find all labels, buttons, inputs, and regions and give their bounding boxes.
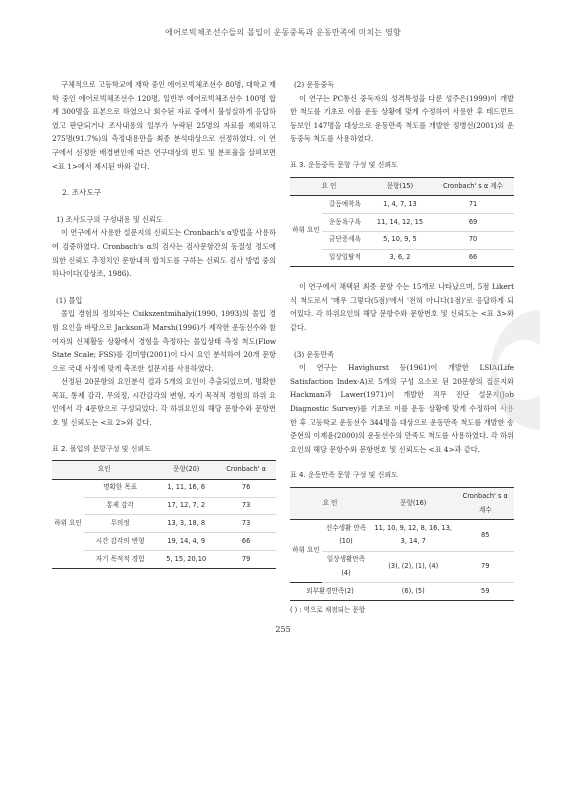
body-paragraph: 이 연구에서 사용한 설문지의 신뢰도는 Cronbach's α방법을 사용하여 검증하였다. Cronbach's α의 검사는 검사문항간의 동질성 정도에 의한 신뢰도 추정치인 문항내적 합치도를 구하는 신뢰도 검사 방법 중의 하나이다(강상조, 1986).: [52, 228, 276, 279]
table-row: [52, 533, 276, 551]
group-label: 하위 요인: [290, 196, 322, 267]
group-label: 하위 요인: [290, 520, 322, 583]
table-header: 요인: [52, 461, 156, 480]
cell: 73: [216, 497, 276, 515]
cell: 5, 10, 9, 5: [368, 231, 432, 249]
cell: 66: [216, 533, 276, 551]
left-column: [52, 78, 276, 569]
cell: 무의정: [84, 515, 156, 533]
section-heading: 2. 조사도구: [62, 188, 102, 198]
subsection-heading: 1) 조사도구의 구성내용 및 신뢰도: [56, 214, 163, 224]
cell: 66: [432, 249, 514, 267]
cell: 갈등예착욕: [322, 196, 368, 214]
cell: 외부환경만족(2): [290, 582, 370, 600]
cell: 명확한 목표: [84, 479, 156, 497]
cell: 11, 10, 9, 12, 8, 16, 13, 3, 14, 7: [370, 520, 457, 551]
table-row: [52, 479, 276, 497]
body-paragraph: 이 연구는 Havighurst 등(1961)이 개발한 LSIA(Life Satisfaction Index-A)로 5개의 구성 요소로 된 20문항의 질문지와 Hackman과 Lawer(1971)이 개발한 직무 진단 설문지(Job Diagnostic Survey)를 기초로 이를 운동 상황에 맞게 수정하여 사용한 후 고등학교 운동선수 344명을 대상으로 운동만족 척도를 개발한 송준현의 이제윤(2000)의 운동선수의 만족도 척도를 사용하였다. 각 하위요인의 해당 문항수와 문항번호 및 신뢰도는 <표 4>과 같다.: [290, 363, 514, 454]
table-4: [290, 487, 514, 601]
running-head: 에어로빅체조선수들의 몰입이 운동중독과 운동만족에 미치는 영향: [165, 28, 401, 37]
cell: 76: [216, 479, 276, 497]
subsection-heading: (3) 운동만족: [294, 349, 335, 359]
cell: 73: [216, 515, 276, 533]
cell: 통제 감각: [84, 497, 156, 515]
table-header: Cronbach' α: [216, 461, 276, 480]
subsection-heading: (2) 운동중독: [294, 80, 335, 89]
cell: 1, 4, 7, 13: [368, 196, 432, 214]
cell: 일상생활만족(4): [322, 551, 370, 582]
cell: 71: [432, 196, 514, 214]
cell: 운동욕구욕: [322, 213, 368, 231]
table-row: [290, 520, 514, 551]
cell: (3), (2), (1), (4): [370, 551, 457, 582]
table-header: Cronbach' s α 계수: [457, 488, 515, 520]
cell: 일상일탈적: [322, 249, 368, 267]
cell: 시간 감각의 변형: [84, 533, 156, 551]
table-header: 요 인: [290, 177, 368, 196]
cell: 금단증세욕: [322, 231, 368, 249]
cell: (6), (5): [370, 582, 457, 600]
table-header: 문항(20): [156, 461, 216, 480]
table-header: 문항(16): [370, 488, 457, 520]
cell: 79: [457, 551, 515, 582]
page-number: 255: [275, 625, 291, 634]
group-label: 하위 요인: [52, 479, 84, 568]
table-row: [290, 213, 514, 231]
body-paragraph: 이 연구에서 채택된 최종 문항 수는 15개로 나타났으며, 5점 Likert식 척도로서 '매우 그렇다(5점)'에서 '전혀 아니다(1점)'로 응답하게 되어있다. 각 하위요인의 해당 문항수와 문항번호 및 신뢰도는 <표 3>와 같다.: [290, 282, 514, 333]
table-2: [52, 460, 276, 569]
table-header: 요 인: [290, 488, 370, 520]
table-row: [290, 196, 514, 214]
subsection-heading: (1) 몰입: [56, 295, 83, 305]
table-header: 문항(15): [368, 177, 432, 196]
table-row: [290, 249, 514, 267]
body-paragraph: 선정된 20문항의 요인분석 결과 5개의 요인이 추출되었으며, 명확한 목표, 통제 감각, 무의정, 시간감각의 변형, 자기 목적적 경험의 하위 요인에서 각 4문항으로 구성되었다. 각 하위요인의 해당 문항수와 문항번호 및 신뢰도는 <표 2>와 같다.: [52, 377, 276, 428]
cell: 13, 3, 18, 8: [156, 515, 216, 533]
table-row: [52, 497, 276, 515]
body-paragraph: 구체적으로 고등학교에 재학 중인 에어로빅체조선수 80명, 대학교 재학 중인 에어로빅체조선수 120명, 일반부 에어로빅체조선수 100명 합계 300명을 표본으로 하였으나 회수된 자료 중에서 불성실하게 응답하였고 판단되거나 조사내용의 일부가 누락된 25명의 자료를 제외하고 275명(91.7%)의 측정내용만을 최종 분석대상으로 선정하였다. 이 연구에서 선정한 배경변인에 따른 연구대상의 빈도 및 분포율을 살펴보면 <표 1>에서 제시된 바와 같다.: [52, 80, 276, 171]
cell: 85: [457, 520, 515, 551]
table-caption: 표 2. 몰입의 문항구성 및 신뢰도: [52, 444, 151, 453]
table-row: [290, 582, 514, 600]
table-caption: 표 4. 운동만족 문항 구성 및 신뢰도: [290, 471, 398, 480]
cell: 79: [216, 550, 276, 568]
table-row: [290, 231, 514, 249]
cell: 59: [457, 582, 515, 600]
table-caption: 표 3. 운동중독 문항 구성 및 신뢰도: [290, 160, 398, 169]
table-note: ( ) : 역으로 채점되는 문항: [290, 605, 366, 614]
body-paragraph: 몰입 경험의 정의자는 Csikszentmihalyi(1990, 1993)의 몰입 경험 요인을 바탕으로 Jackson과 Marsh(1996)가 제작한 운동선수와 참여자의 신체활동 상황에서 경험을 측정하는 몰입상태 측정 척도(Flow State Scale; FSS)를 김미향(2001)이 다시 요인 분석하여 20개 문항으로 국내 사정에 맞게 축조한 설문지를 사용하였다.: [52, 309, 276, 373]
table-3: [290, 177, 514, 268]
table-row: [290, 551, 514, 582]
cell: 선수생활 만족(10): [322, 520, 370, 551]
table-header: Cronbach' s α 계수: [432, 177, 514, 196]
cell: 5, 15, 20,10: [156, 550, 216, 568]
body-paragraph: 이 연구는 PC통신 중독자의 성격특성을 다룬 성주은(1999)이 개발한 척도를 기초로 이를 운동 상황에 맞게 수정하여 사용한 후 테드먼트 등보인 147명을 대상으로 운동만족 척도를 개발한 정병선(2001)의 운동중독 척도를 사용하였다.: [290, 93, 514, 144]
cell: 19, 14, 4, 9: [156, 533, 216, 551]
cell: 69: [432, 213, 514, 231]
watermark-graphic: [470, 300, 550, 450]
cell: 자기 목적적 경험: [84, 550, 156, 568]
table-row: [52, 550, 276, 568]
table-row: [52, 515, 276, 533]
cell: 3, 6, 2: [368, 249, 432, 267]
cell: 70: [432, 231, 514, 249]
cell: 17, 12, 7, 2: [156, 497, 216, 515]
cell: 11, 14, 12, 15: [368, 213, 432, 231]
cell: 1, 11, 16, 6: [156, 479, 216, 497]
